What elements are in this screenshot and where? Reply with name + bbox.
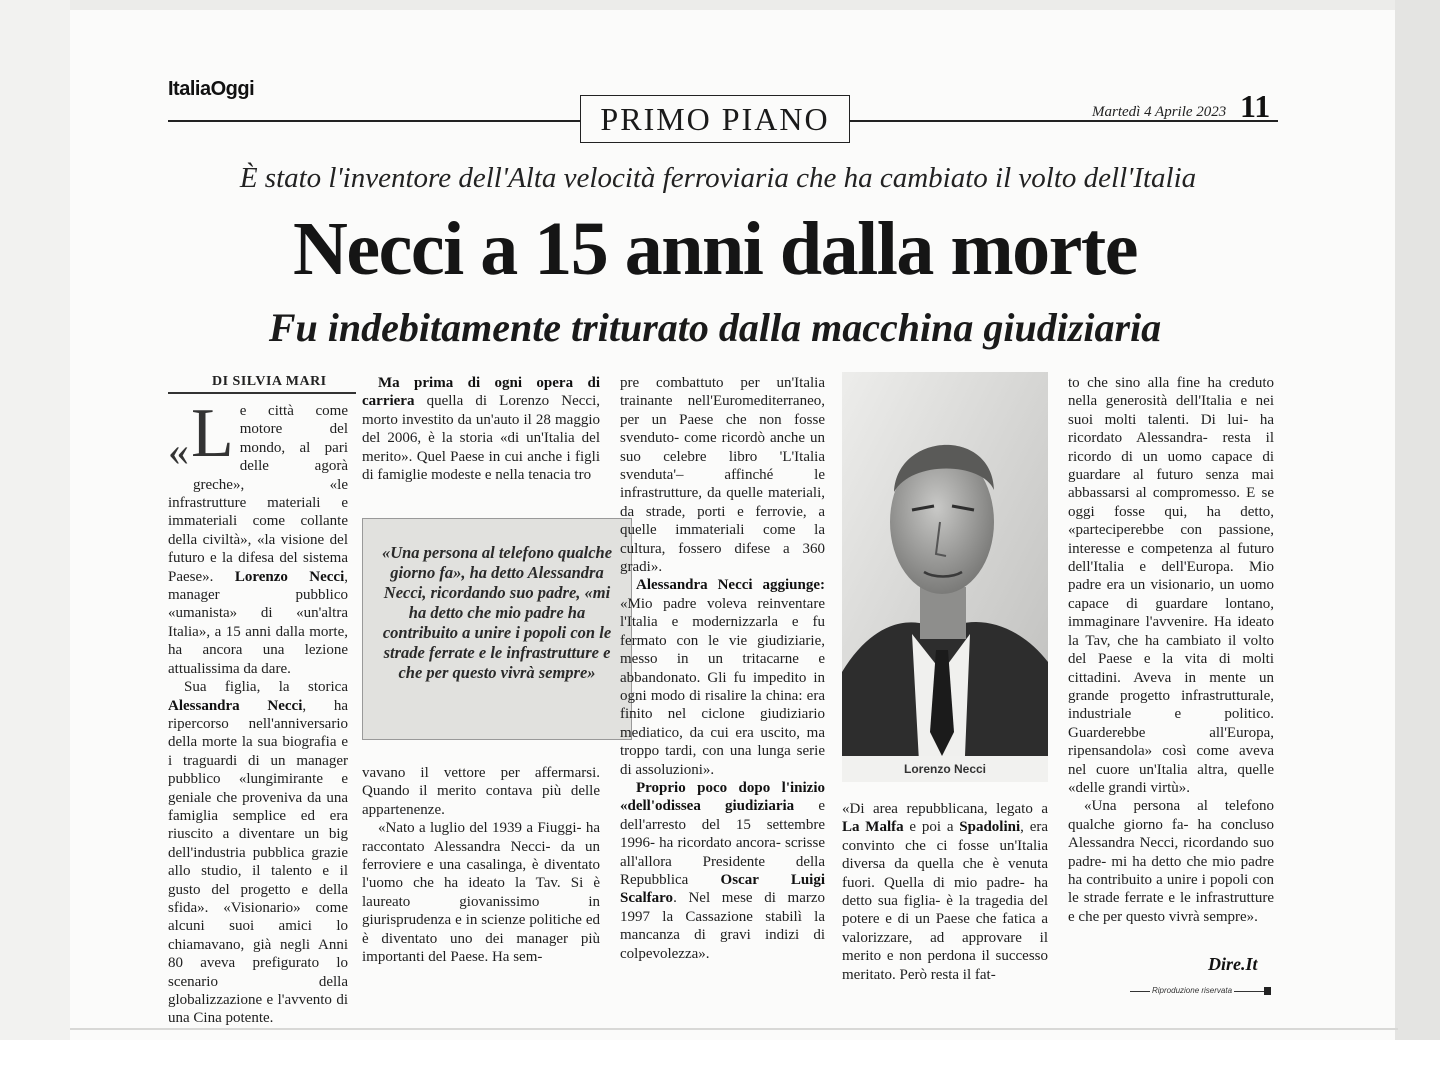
text-run: Sua figlia, la storica (184, 679, 348, 696)
portrait-photo (842, 372, 1048, 780)
person-name: Alessandra Necci (168, 697, 303, 714)
scan-edge (70, 0, 1410, 10)
text-run: . Nel mese di marzo 1997 la Cassazione stabilì la mancanza di gravi indizi di colpevolezza». (620, 890, 825, 962)
paragraph (362, 374, 600, 484)
text-run: «Mio padre voleva reinventare l'Italia e modernizzarla e fu fermato con le vie giudiziarie, messo in un tritacarne e abbandonato. Gli fu impedito in ogni modo di risalire la china: era finito nel ciclone giudiziario mediatico, da cui era uscito, ma troppo tardi, con una lunga serie di assoluzioni». (620, 595, 825, 778)
paragraph: «Nato a luglio del 1939 a Fiuggi- ha raccontato Alessandra Necci- da un ferroviere e una casalinga, è diventato l'uomo che ha ideato la Tav. Si è laureato giovanissimo in giurisprudenza e in scienze politiche ed è diventato uno dei manager più importanti del Paese. Ha sem- (362, 820, 600, 966)
page-cut-line (70, 1028, 1398, 1030)
person-name: Lorenzo Necci (234, 568, 345, 585)
kicker: È stato l'inventore dell'Alta velocità ferroviaria che ha cambiato il volto dell'Italia (239, 162, 1197, 194)
page-number: 11 (1240, 88, 1271, 124)
issue-date: Martedì 4 Aprile 2023 (1092, 104, 1227, 120)
scan-margin (1395, 0, 1440, 1080)
article-column-2-top (362, 374, 600, 484)
byline: DI SILVIA MARI (212, 374, 327, 389)
paragraph: vavano il vettore per affermarsi. Quando il merito contava più delle appartenenze. (362, 765, 600, 818)
text-run: , era convinto che ci fosse un'Italia diversa da quella che è venuta fuori. Quella di mio padre- ha detto sua figlia- è la tragedia del potere e di un Paese che fatica a valorizzare, ad approvare il merito e non perdona il successo meritato. Però resta il fat- (842, 819, 1049, 983)
person-name: Oscar Luigi Scalfaro (620, 871, 825, 907)
text-run: «Di area repubblicana, legato a (842, 801, 1048, 817)
text-run: , ha ripercorso nell'anniversario della morte la sua biografia e i traguardi di un manager pubblico «lungimirante e geniale che proveniva da una famiglia semplice ed era riuscito a diventare un big dell'industria pubblica grazie allo studio, il talento e il gusto del progetto e della sfida». «Visionario» come alcuni suoi amici lo chiamavano, già negli Anni 80 aveva prefigurato lo scenario della globalizzazione e l'avvento di una Cina potente. (168, 697, 348, 1027)
paragraph (620, 779, 825, 963)
agency-signature: Dire.It (1208, 954, 1258, 974)
person-name: Spadolini (959, 819, 1021, 836)
paragraph (620, 576, 825, 778)
person-name: La Malfa (842, 819, 904, 836)
lead-in: Proprio poco dopo l'inizio «dell'odissea giudiziaria (620, 779, 825, 815)
paragraph (168, 678, 348, 1028)
text-run: e dell'arresto del 15 settembre 1996- ha ricordato ancora- scrisse all'allora Presidente della Repubblica (620, 798, 825, 888)
paragraph (842, 800, 1048, 984)
article-column-2-bottom (362, 764, 600, 966)
article-column-3 (620, 374, 825, 963)
bottom-margin (0, 1040, 1440, 1080)
photo-caption: Lorenzo Necci (842, 756, 1048, 782)
paragraph: pre combattuto per un'Italia trainante nell'Euromediterraneo, per un Paese che non fosse svenduto- come ricordò anche un suo celebre libro 'L'Italia svenduta'– affinché le infrastrutture, da quelle materiali, da strade, porti e ferrovie, a quelle immateriali come la cultura, fossero difese a 360 gradi». (620, 375, 825, 576)
text-run: e città come motore del mondo, al pari delle agorà greche», «le infrastrutture materiali e immateriali come collante della civiltà», «la visione del futuro e la difesa del sistema Paese». (168, 403, 348, 585)
text-run: e poi a (903, 819, 960, 836)
byline-rule (168, 392, 356, 394)
section-label: PRIMO PIANO (580, 95, 850, 143)
paragraph: to che sino alla fine ha creduto nella generosità dell'Italia e nei suoi molti talenti. Di lui- ha ricordato Alessandra- resta il ricordo di un uomo capace di guardare al futuro senza mai abbassarsi al compromesso. E se oggi fosse qui, ha detto, «parteciperebbe con passione, interesse e competenza al futuro dell'Italia e dell'Europa. Mio padre era un visionario, un uomo capace di guardare lontano, immaginare l'avvenire. Ha ideato la Tav, che ha cambiato il volto del Paese e la vita di molti cittadini. Aveva in mente un grande progetto infrastrutturale, industriale e politico. Guarderebbe all'Europa, ripensandola» così come aveva nel cuore un'Italia altra, quelle «delle grandi virtù». (1068, 375, 1274, 796)
text-run: , manager pubblico «umanista» di «un'altra Italia», a 15 anni dalla morte, ha ancora una lezione attualissima da dare. (168, 568, 348, 677)
paragraph (168, 395, 348, 678)
portrait-illustration (842, 372, 1048, 780)
drop-quote-mark: « (168, 429, 189, 475)
text-run: quella di Lorenzo Necci, morto investito da un'auto il 28 maggio del 2006, è la storia «di un'Italia del merito». Quel Paese in cui anche i figli di famiglie modeste e nella tenacia tro (362, 393, 600, 484)
reproduction-notice: Riproduzione riservata (1152, 986, 1233, 995)
headline: Necci a 15 anni dalla morte (293, 207, 1137, 291)
article-column-4 (842, 800, 1048, 984)
pull-quote: «Una persona al telefono qualche giorno fa», ha detto Alessandra Necci, ricordando suo padre, «mi ha detto che mio padre ha contribuito a unire i popoli con le strade ferrate e le infrastrutture e che per questo vivrà sempre» (362, 518, 632, 740)
lead-in: Ma prima di ogni opera di carriera (362, 375, 600, 410)
lead-in: Alessandra Necci aggiunge: (636, 577, 825, 594)
paragraph: «Una persona al telefono qualche giorno fa- ha concluso Alessandra Necci, ricordando suo padre- mi ha detto che mio padre ha contribuito a unire i popoli con le strade ferrate e le infrastrutture e che per questo vivrà sempre». (1068, 798, 1274, 925)
subheadline: Fu indebitamente triturato dalla macchina giudiziaria (268, 305, 1162, 350)
drop-cap: L (191, 395, 234, 472)
article-column-5 (1068, 374, 1274, 926)
end-mark (1264, 987, 1271, 995)
article-column-1 (168, 395, 348, 1028)
masthead-logo: ItaliaOggi (168, 78, 255, 100)
